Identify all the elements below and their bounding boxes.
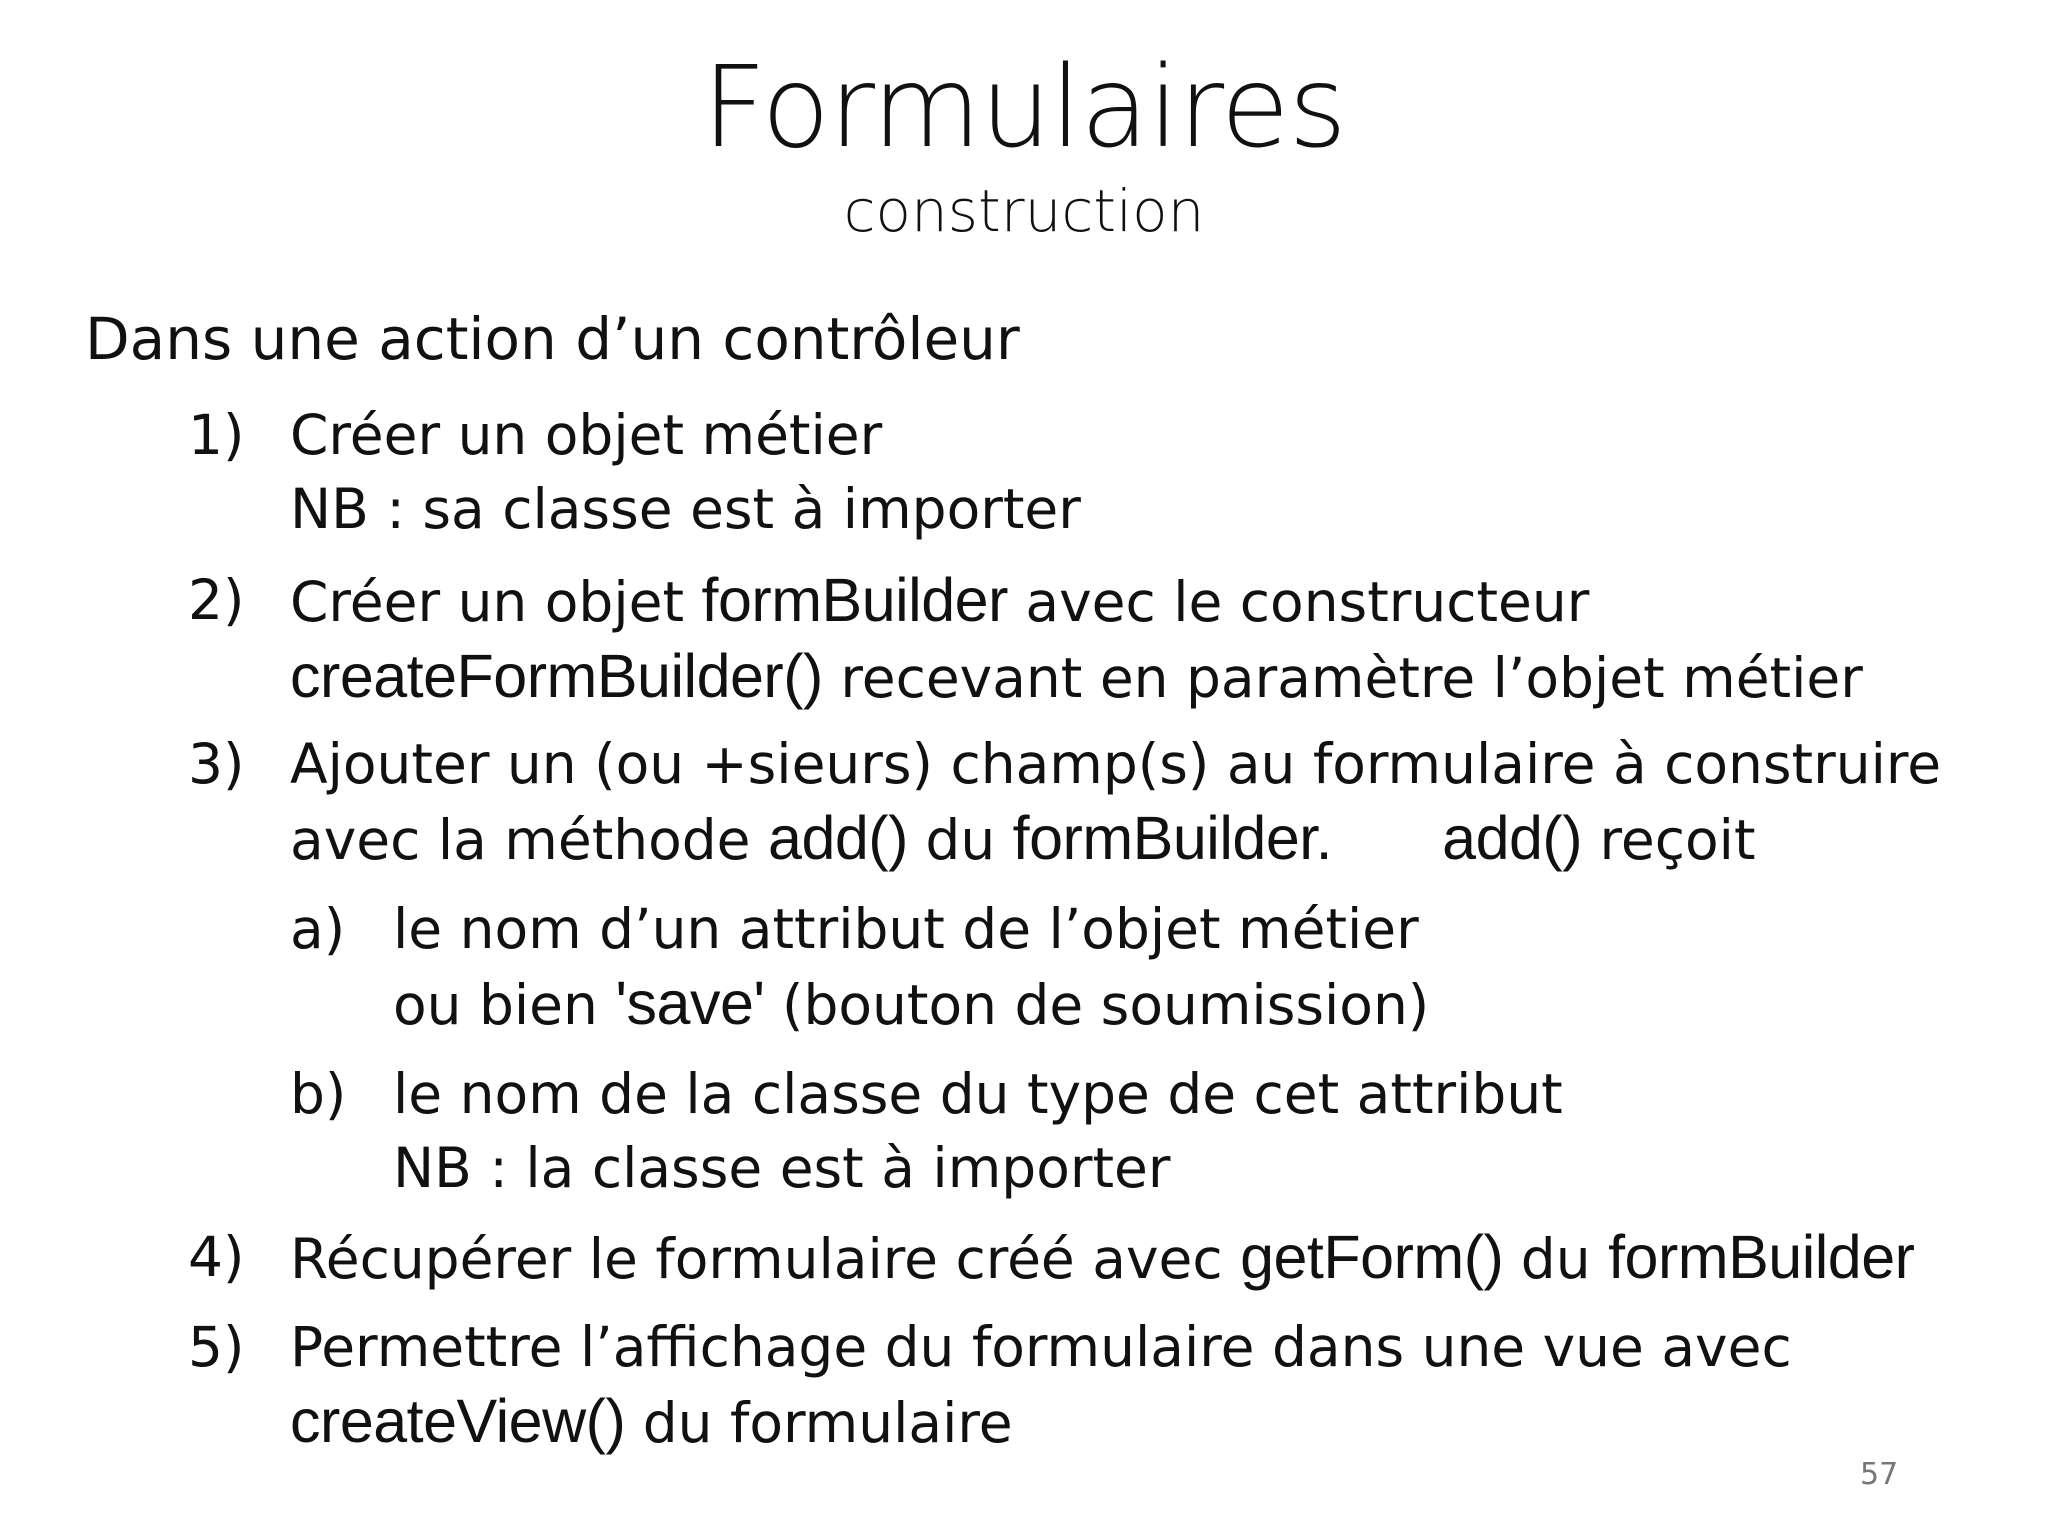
text-segment: avec le constructeur — [1007, 570, 1590, 634]
intro-text: Dans une action d’un contrôleur — [85, 305, 1020, 373]
code-term: createFormBuilder() — [290, 642, 823, 710]
code-term: createView() — [290, 1387, 626, 1455]
slide-title: Formulaires — [702, 43, 1346, 173]
sub-item-text — [393, 1057, 1563, 1205]
list-item-line — [290, 801, 1941, 877]
list-item-text — [290, 727, 1941, 877]
text-segment: Récupérer le formulaire créé avec — [290, 1227, 1241, 1291]
sub-item-line: NB : la classe est à importer — [393, 1136, 1171, 1200]
code-term: formBuilder — [701, 566, 1008, 634]
list-item-line — [290, 639, 1863, 715]
sub-item-line: le nom d’un attribut de l’objet métier — [393, 897, 1419, 961]
code-term: 'save' — [615, 969, 765, 1037]
sub-item-line: le nom de la classe du type de cet attribut — [393, 1062, 1563, 1126]
list-item-line: Créer un objet métier — [290, 403, 883, 467]
list-item-line: NB : sa classe est à importer — [290, 477, 1081, 541]
list-item-number: 3) — [188, 732, 245, 796]
code-term: formBuilder — [1608, 1223, 1915, 1291]
text-segment: avec la méthode — [290, 808, 769, 872]
sub-item-letter: b) — [290, 1062, 347, 1126]
text-segment: du formulaire — [625, 1391, 1013, 1455]
list-item-line — [290, 1220, 1914, 1296]
code-term: getForm() — [1240, 1223, 1504, 1291]
code-term: add() — [768, 804, 908, 872]
text-segment: du — [1503, 1227, 1609, 1291]
text-segment: du — [907, 808, 1013, 872]
text-segment: reçoit — [1582, 808, 1756, 872]
code-term: add() — [1442, 804, 1583, 872]
list-item-text — [290, 1310, 1792, 1460]
text-segment: (bouton de soumission) — [764, 973, 1430, 1037]
slide-subtitle: construction — [843, 177, 1205, 245]
text-segment: ou bien — [393, 973, 616, 1037]
list-item-text — [290, 1220, 1914, 1296]
list-item-line: Ajouter un (ou +sieurs) champ(s) au formulaire à construire — [290, 732, 1942, 796]
list-item-number: 1) — [188, 403, 245, 467]
list-item-text — [290, 563, 1863, 715]
list-item-number: 4) — [188, 1225, 245, 1289]
list-item-line — [290, 1384, 1792, 1460]
list-item-line: Permettre l’affichage du formulaire dans une vue avec — [290, 1315, 1792, 1379]
list-item-number: 5) — [188, 1315, 245, 1379]
text-segment: Créer un objet — [290, 570, 702, 634]
text-segment: recevant en paramètre l’objet métier — [822, 646, 1863, 710]
code-term: formBuilder. — [1012, 804, 1333, 872]
list-item-text — [290, 398, 1081, 546]
page-number: 57 — [1860, 1457, 1899, 1492]
sub-item-line — [393, 966, 1429, 1042]
sub-item-letter: a) — [290, 897, 346, 961]
sub-item-text — [393, 892, 1429, 1042]
list-item-number: 2) — [188, 568, 245, 632]
list-item-line — [290, 563, 1863, 639]
